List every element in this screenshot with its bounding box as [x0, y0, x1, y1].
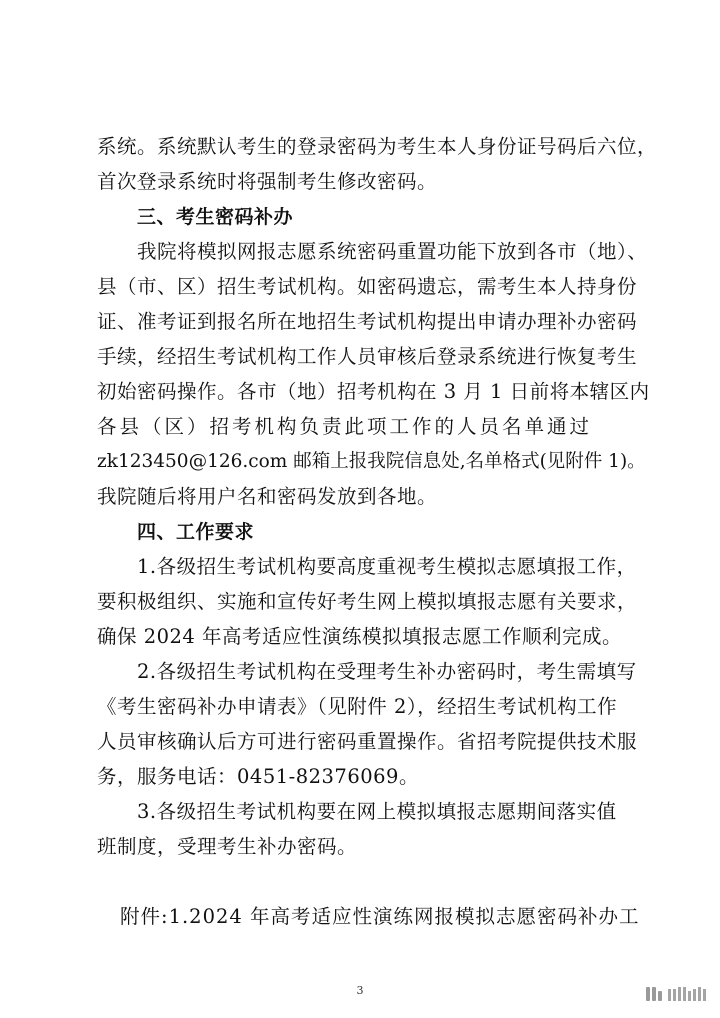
watermark	[646, 985, 706, 1001]
section-heading-4: 四、工作要求	[137, 521, 255, 543]
attachment-line: 附件:1.2024 年高考适应性演练网报模拟志愿密码补办工	[120, 905, 640, 928]
text-line-email: zk123450@126.com 邮箱上报我院信息处,名单格式(见附件 1)。	[97, 451, 646, 472]
watermark-text-icon	[668, 985, 706, 1001]
text-line: 我院随后将用户名和密码发放到各地。	[97, 485, 438, 508]
text-line: 初始密码操作。各市（地）招考机构在 3 月 1 日前将本辖区内	[97, 380, 650, 403]
text-line: 班制度，受理考生补办密码。	[97, 835, 358, 858]
text-line: 县（市、区）招生考试机构。如密码遗忘，需考生本人持身份	[97, 275, 638, 298]
section-heading-3: 三、考生密码补办	[137, 206, 294, 228]
text-line: 要积极组织、实施和宣传好考生网上模拟填报志愿有关要求，	[97, 590, 638, 613]
text-line: 手续，经招生考试机构工作人员审核后登录系统进行恢复考生	[97, 345, 638, 368]
text-line: 系统。系统默认考生的登录密码为考生本人身份证号码后六位，	[97, 135, 658, 158]
text-line: 《考生密码补办申请表》（见附件 2），经招生考试机构工作	[97, 695, 618, 718]
text-line: 各县（区）招考机构负责此项工作的人员名单通过	[97, 415, 593, 438]
text-line: 3.各级招生考试机构要在网上模拟填报志愿期间落实值	[137, 800, 617, 823]
text-line: 我院将模拟网报志愿系统密码重置功能下放到各市（地）、	[137, 240, 648, 263]
text-line: 务，服务电话：0451-82376069。	[97, 765, 419, 788]
text-line: 确保 2024 年高考适应性演练模拟填报志愿工作顺利完成。	[97, 625, 623, 648]
text-line: 首次登录系统时将强制考生修改密码。	[97, 170, 438, 193]
text-line: 2.各级招生考试机构在受理考生补办密码时，考生需填写	[137, 660, 637, 683]
text-line: 证、准考证到报名所在地招生考试机构提出申请办理补办密码	[97, 310, 638, 333]
text-line: 人员审核确认后方可进行密码重置操作。省招考院提供技术服	[97, 730, 638, 753]
watermark-logo-icon	[646, 985, 662, 1001]
text-line: 1.各级招生考试机构要高度重视考生模拟志愿填报工作，	[137, 555, 637, 578]
page-number: 3	[356, 984, 364, 997]
